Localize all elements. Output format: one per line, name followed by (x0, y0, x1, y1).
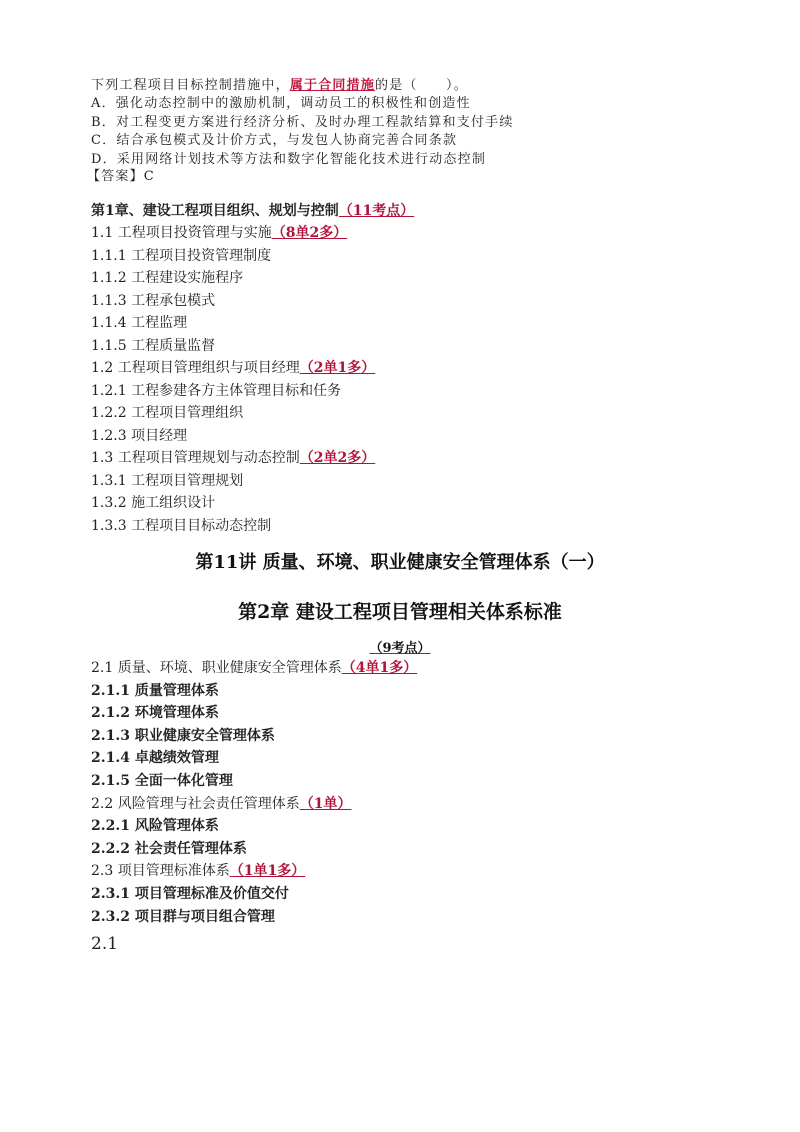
chapter2-tag: （9考点） (369, 641, 431, 656)
outline-item (91, 381, 341, 401)
option-d: D．采用网络计划技术等方法和数字化智能化技术进行动态控制 (91, 152, 487, 167)
outline-item-text: 1.1.3 工程承包模式 (91, 292, 216, 309)
outline-item (91, 471, 243, 491)
outline-item-tag: （1单1多） (229, 863, 306, 880)
chapter1-title: 第1章、建设工程项目组织、规划与控制 (91, 203, 339, 219)
outline-item-text: 2.1 质量、环境、职业健康安全管理体系 (91, 660, 342, 676)
outline-item-text: 1.1.5 工程质量监督 (91, 337, 216, 354)
stem-text-end: 的是（ ）。 (375, 78, 468, 93)
outline-item (91, 246, 271, 266)
outline-item-text: 2.3.1 项目管理标准及价值交付 (91, 886, 289, 902)
outline-item (91, 291, 215, 311)
outline-item-text: 1.2 工程项目管理组织与项目经理 (91, 360, 300, 376)
outline-item-text: 1.1 工程项目投资管理与实施 (91, 225, 272, 241)
stem-text: 下列工程项目目标控制措施中， (91, 78, 290, 93)
outline-item (91, 223, 347, 243)
outline-item (91, 358, 375, 378)
outline-item (91, 816, 219, 836)
outline-item (91, 448, 375, 468)
outline-item (91, 861, 305, 881)
outline-item-text: 2.2.1 风险管理体系 (91, 818, 219, 835)
answer: 【答案】C (87, 169, 155, 184)
outline-item-text: 2.1.4 卓越绩效管理 (91, 750, 219, 767)
outline-item (91, 426, 187, 446)
outline-item (91, 336, 215, 356)
outline-item-tag: （2单2多） (299, 450, 376, 466)
outline-item-tag: （8单2多） (271, 225, 348, 241)
outline-item-text: 2.3 项目管理标准体系 (91, 863, 230, 880)
outline-item (91, 771, 233, 791)
outline-item-text: 1.1.2 工程建设实施程序 (91, 270, 244, 286)
outline-item-text: 2.1.1 质量管理体系 (91, 682, 219, 699)
outline-item (91, 703, 219, 723)
outline-item (91, 884, 289, 904)
option-c: C．结合承包模式及计价方式，与发包人协商完善合同条款 (91, 133, 458, 148)
outline-item-text: 2.3.2 项目群与项目组合管理 (91, 908, 275, 925)
outline-item-text: 1.3 工程项目管理规划与动态控制 (91, 450, 300, 466)
outline-item-text: 1.2.3 项目经理 (91, 427, 188, 444)
chapter1-tag: （11考点） (338, 203, 415, 219)
chapter1-heading (91, 201, 414, 221)
outline-item (91, 658, 417, 678)
outline-item (91, 313, 187, 333)
outline-item-text: 2.2.2 社会责任管理体系 (91, 840, 247, 857)
outline-item (91, 748, 219, 768)
outline-item-text: 2.1.5 全面一体化管理 (91, 773, 233, 789)
outline-item-tag: （4单1多） (341, 660, 418, 676)
outline-item-text: 1.2.1 工程参建各方主体管理目标和任务 (91, 382, 342, 399)
outline-item (91, 794, 351, 814)
outline-item-tag: （2单1多） (299, 360, 376, 376)
lecture-title: 第11讲 质量、环境、职业健康安全管理体系（一） (195, 552, 605, 573)
outline-item-text: 1.3.2 施工组织设计 (91, 495, 216, 511)
trailing-heading: 2.1 (91, 934, 119, 954)
outline-item-text: 1.3.3 工程项目目标动态控制 (91, 517, 272, 534)
outline-item-text: 1.3.1 工程项目管理规划 (91, 472, 244, 489)
outline-item (91, 403, 243, 423)
outline-item-tag: （1单） (299, 795, 352, 812)
outline-item-text: 2.1.2 环境管理体系 (91, 705, 219, 722)
outline-item (91, 839, 247, 859)
outline-item (91, 493, 215, 513)
option-b: B．对工程变更方案进行经济分析、及时办理工程款结算和支付手续 (91, 115, 514, 130)
outline-item-text: 1.2.2 工程项目管理组织 (91, 405, 244, 421)
outline-item (91, 907, 275, 927)
outline-item (91, 516, 271, 536)
option-a: A．强化动态控制中的激励机制，调动员工的积极性和创造性 (91, 96, 471, 111)
question-stem (91, 77, 468, 95)
outline-item (91, 726, 275, 746)
outline-item-text: 1.1.4 工程监理 (91, 315, 188, 331)
outline-item (91, 268, 243, 288)
stem-emphasis: 属于合同措施 (289, 78, 376, 93)
outline-item-text: 1.1.1 工程项目投资管理制度 (91, 247, 272, 264)
chapter2-title: 第2章 建设工程项目管理相关体系标准 (238, 601, 562, 623)
outline-item-text: 2.1.3 职业健康安全管理体系 (91, 727, 275, 744)
outline-item-text: 2.2 风险管理与社会责任管理体系 (91, 795, 300, 812)
outline-item (91, 681, 219, 701)
